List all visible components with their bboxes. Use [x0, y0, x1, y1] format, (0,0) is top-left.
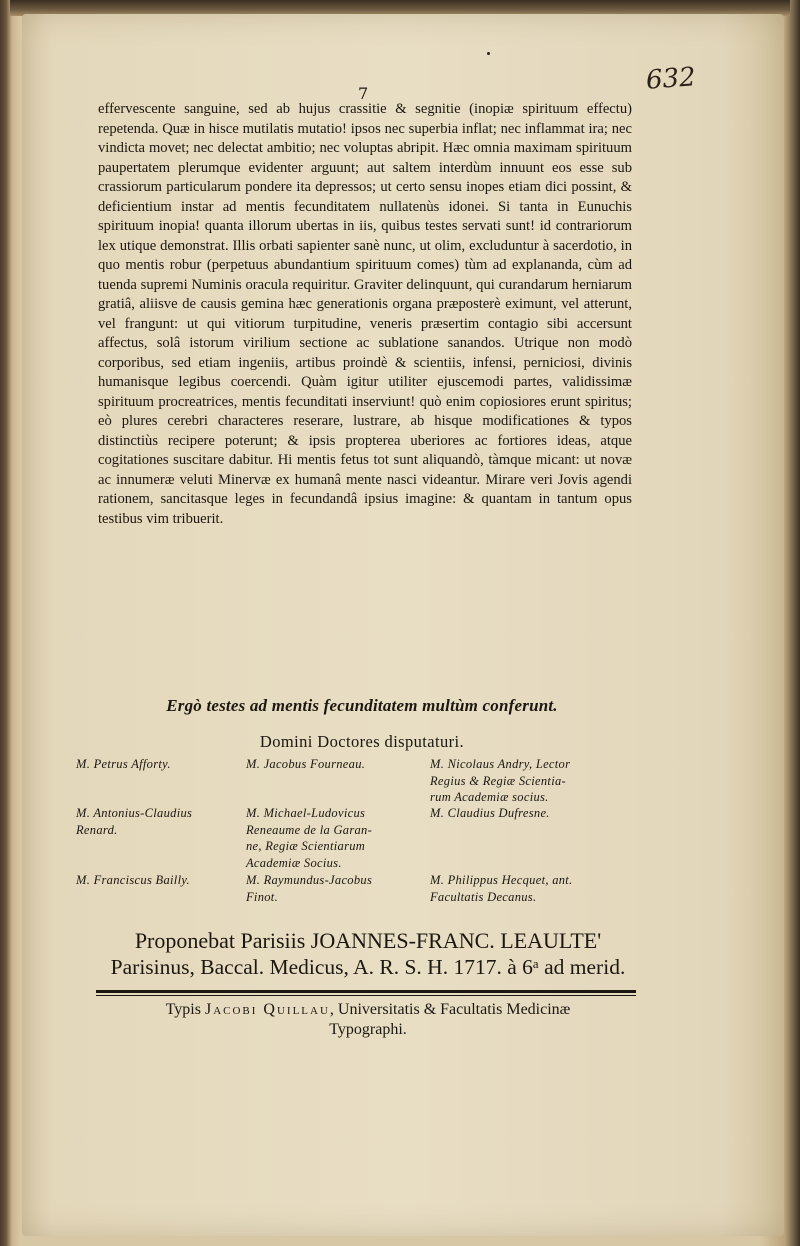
body-paragraph: effervescente sanguine, sed ab hujus crassitie & segnitie (inopiæ spirituum effectu) repetenda. Quæ in hisce mutilatis mutatio! ipsos nec superbia inflat; nec inflammat ira; nec vindicta movet; nec delectat ambitio; nec voluptas abripit. Hæc omnia maximam spirituum paupertatem plerumque evidenter arguunt; aut saltem interdùm innuunt eos esse sub crassiorum particularum pondere ita depressos; ut certo sensu inopes etiam dici possint, & deficientium instar ad mentis fecunditatem nullatenùs idonei. Si tanta in Eunuchis spirituum inopia! quanta illorum ubertas in iis, quibus testes servati sunt! id contrariorum lex utique demonstrat. Illis orbati sapienter sanè nunc, ut olim, excluduntur à sacerdotio, in quo mentis robur (perpetuus abundantium spirituum comes) tùm ad explananda, cùm ad tuenda supremi Numinis oracula requiritur. Graviter delinquunt, qui curandarum herniarum gratiâ, aliisve de causis gemina hæc generationis organa præposterè eximunt, vel atterunt, vel frangunt: ut qui vitiorum turpitudine, veneris præsertim contagio sibi accersunt affectus, solâ istorum virilium sectione ac sublatione sanandos. Utrique non modò corporibus, sed etiam ingeniis, artibus proindè & scientiis, infensi, perniciosi, divinis humanisque legibus coercendi. Quàm igitur utiliter ejuscemodi partes, validissimæ spirituum procreatrices, mentis fecunditati inserviunt! quò enim copiosiores erunt spiritus; eò plures cerebri characteres reserare, lustrare, ab hisque modificationes & typos distinctiùs recipere poterunt; & ipsis propterea uberiores ac fortiores ideas, atque cogitationes suscitare dabitur. Hi mentis fetus tot sunt aliquandò, tàmque micant: ut novæ ac innumeræ veluti Minervæ ex humanâ mente nasci videantur. Mirare veri Jovis agendi rationem, sancitasque leges in fecundandâ ipsius imagine: & quantam in tantum opus testibus vim tribuerit. [98, 101, 632, 527]
printer-name: Jacobi Quillau [204, 1001, 330, 1018]
doctor-entry: M. Raymundus-Jacobus Finot. [246, 873, 373, 904]
separator-rule-thin [96, 995, 636, 996]
proponebat-line2: Parisinus, Baccal. Medicus, A. R. S. H. 1717. à 6ᵃ ad merid. [110, 955, 626, 979]
doctor-entry: M. Antonius-Claudius Renard. [76, 806, 193, 837]
doctor-entry: M. Nicolaus Andry, Lector Regius & Regiæ Scientia- rum Academiæ socius. [430, 757, 571, 804]
doctor-entry: M. Claudius Dufresne. [430, 806, 550, 820]
printer-suffix: , Universitatis & Facultatis Medicinæ [329, 1001, 571, 1018]
proponebat-line1: Proponebat Parisiis JOANNES-FRANC. LEAULTE' [134, 928, 602, 953]
printer-prefix: Typis [165, 1001, 205, 1018]
doctors-heading: Domini Doctores disputaturi. [259, 732, 465, 751]
printer-imprint [92, 1000, 644, 1040]
doctor-entry: M. Jacobus Fourneau. [246, 757, 366, 771]
document-page [22, 14, 784, 1236]
folio-handwritten-number: 632 [645, 62, 697, 96]
separator-rule-thick [96, 990, 636, 993]
doctor-entry: M. Petrus Afforty. [76, 757, 171, 771]
doctor-entry: M. Franciscus Bailly. [76, 873, 190, 887]
conclusion-statement: Ergò testes ad mentis fecunditatem multùm conferunt. [166, 696, 558, 715]
page-number: 7 [358, 84, 369, 103]
doctor-entry: M. Michael-Ludovicus Reneaume de la Garan- ne, Regiæ Scientiarum Academiæ Socius. [246, 806, 373, 870]
printer-line2: Typographi. [329, 1021, 407, 1038]
doctor-entry: M. Philippus Hecquet, ant. Facultatis Decanus. [430, 873, 573, 904]
ink-dot [487, 52, 490, 55]
proponebat-statement [98, 927, 638, 981]
